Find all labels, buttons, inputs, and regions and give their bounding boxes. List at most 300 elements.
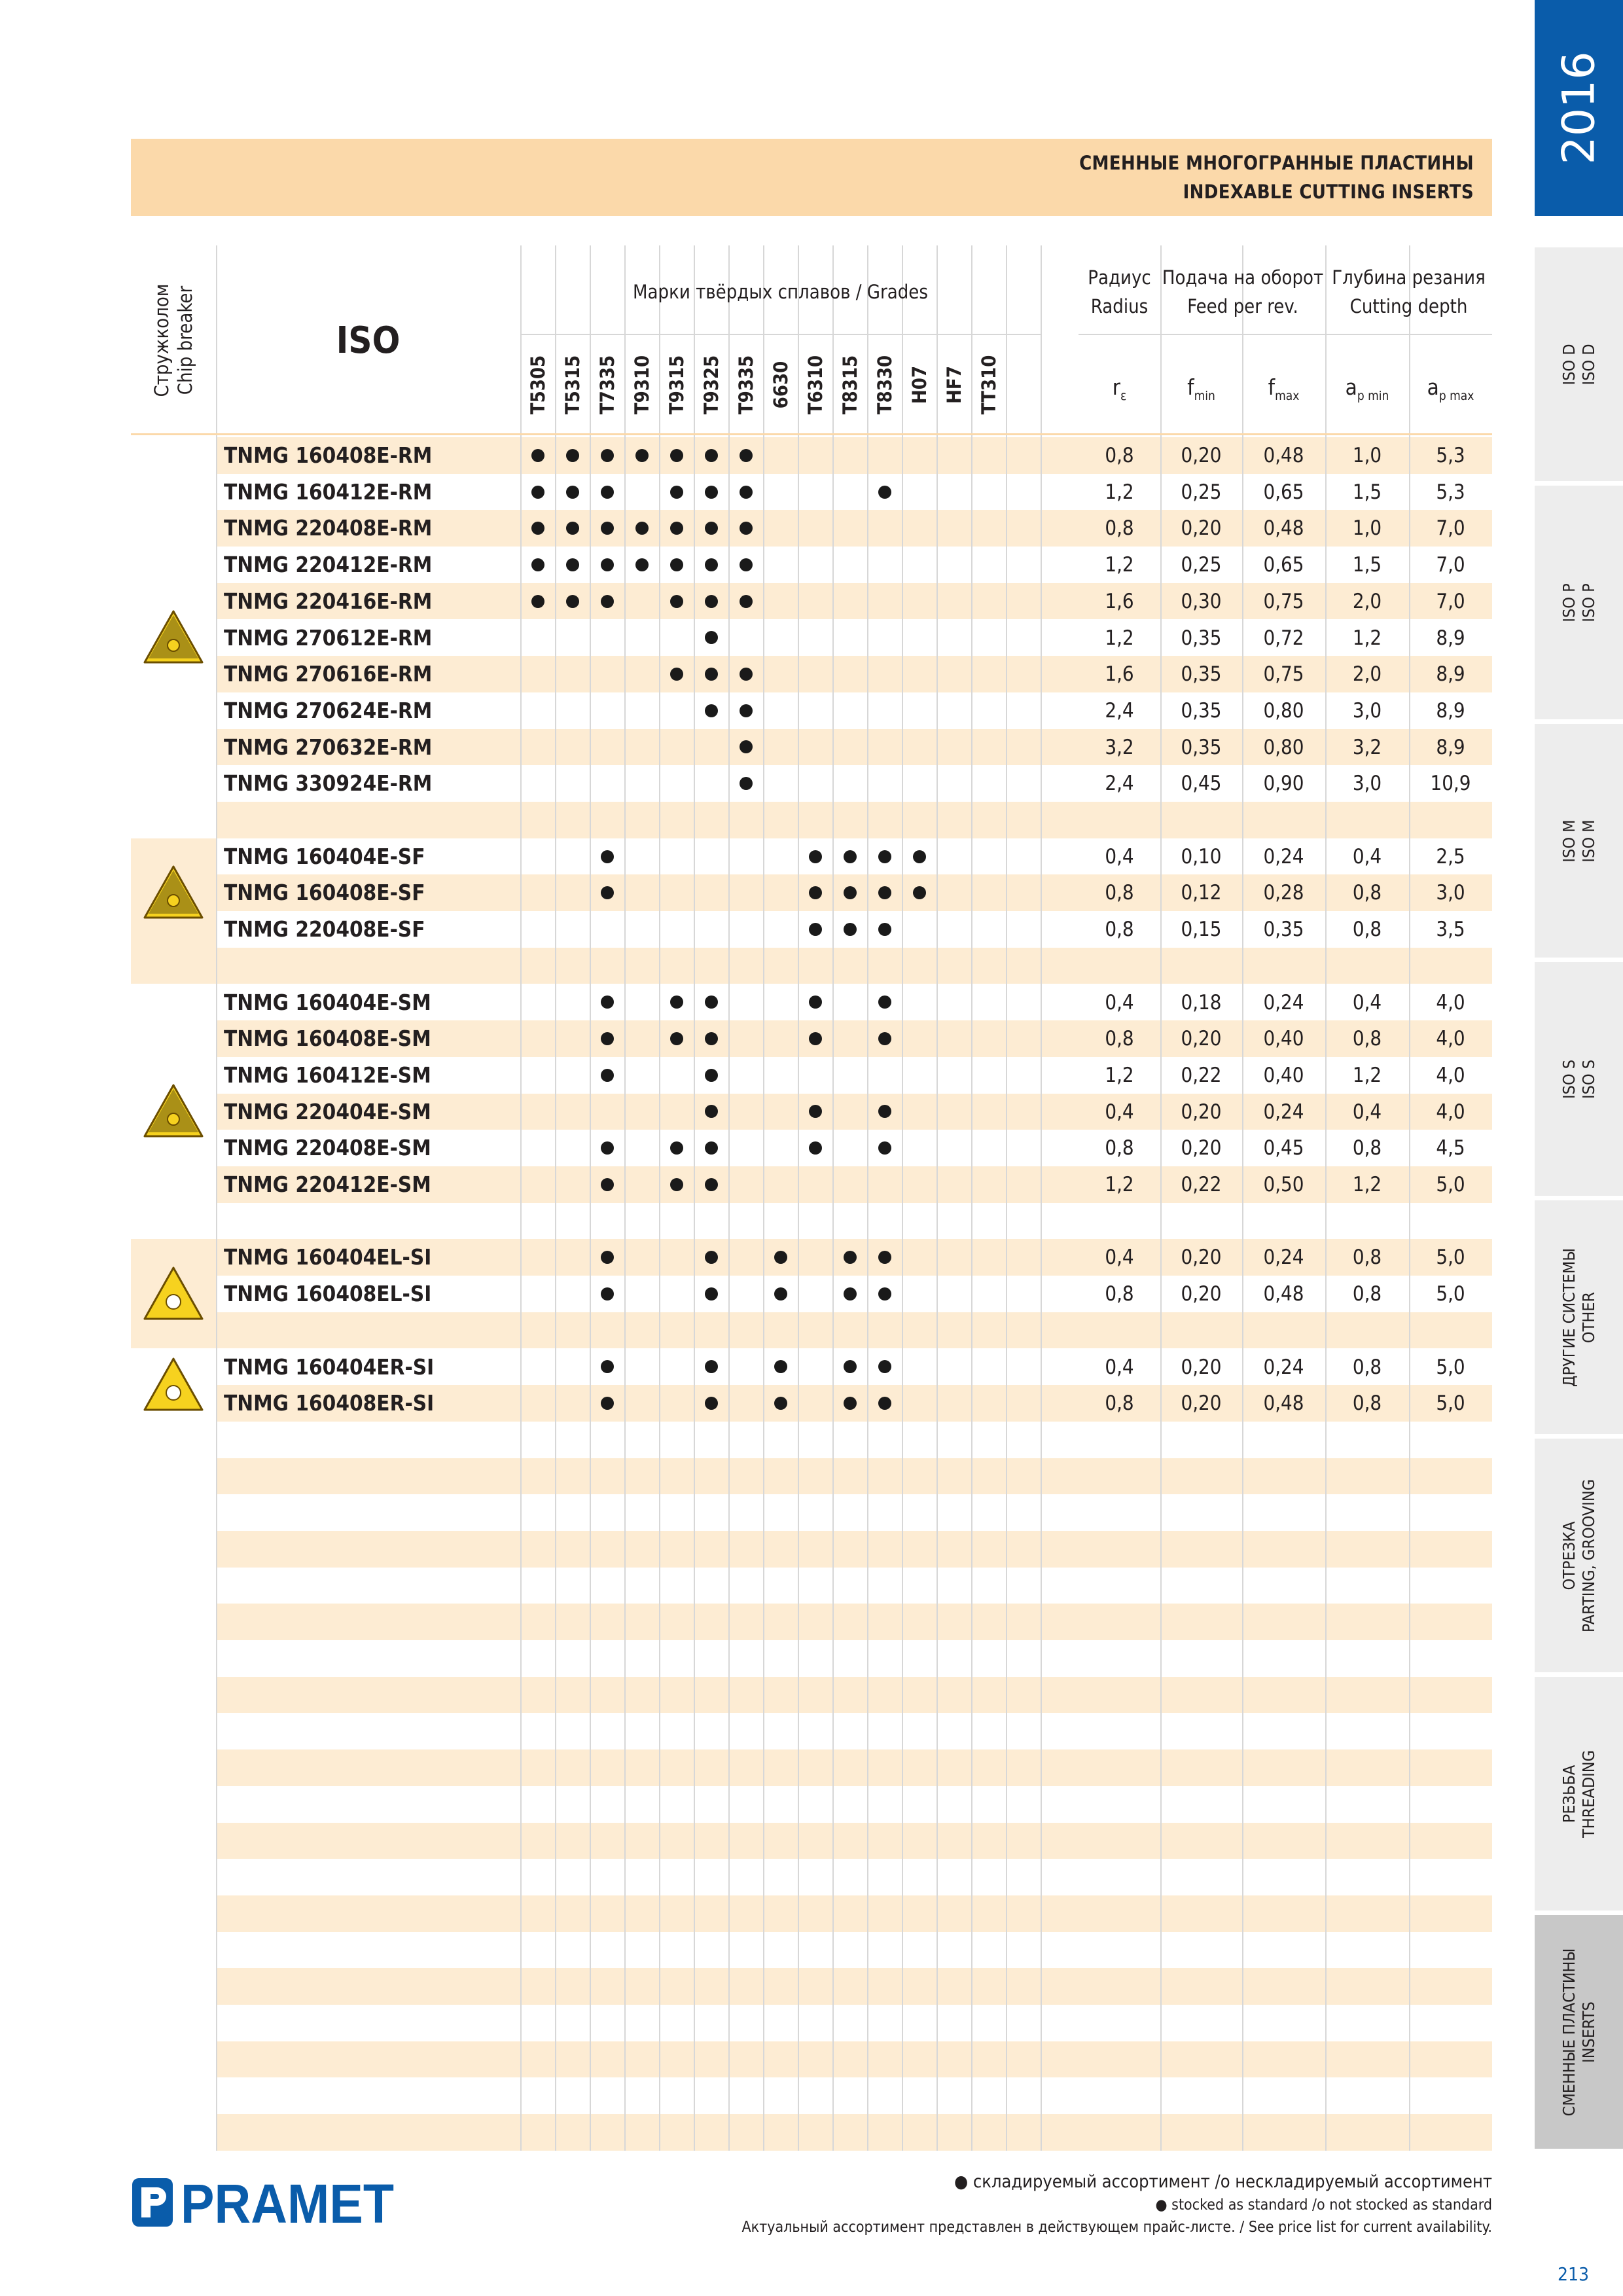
apmax-value: 7,0 [1436, 589, 1465, 613]
svg-text:PRAMET: PRAMET [181, 2173, 394, 2233]
stocked-dot [566, 449, 579, 462]
stocked-dot [531, 558, 544, 571]
footer-stock-legend-ru: ● складируемый ассортимент /о нескладируемый ассортимент [954, 2172, 1492, 2192]
insert-designation: TNMG 160404EL-SI [224, 1244, 432, 1270]
fmax-value: 0,24 [1263, 990, 1304, 1014]
stocked-dot [705, 1069, 718, 1082]
fmin-value: 0,20 [1181, 1136, 1222, 1160]
stocked-dot [740, 522, 753, 535]
side-tab-label-line1: ISO M [1559, 819, 1578, 863]
insert-designation: TNMG 270616E-RM [224, 661, 433, 687]
re-value: 0,4 [1105, 990, 1134, 1014]
fmin-value: 0,20 [1181, 1391, 1222, 1416]
side-tab-label-line2: INSERTS [1578, 2001, 1598, 2063]
tnmg-el-si-insert-icon [142, 1265, 205, 1323]
fmax-symbol-header [1242, 374, 1325, 403]
stocked-dot [705, 1105, 718, 1118]
re-value: 0,8 [1105, 444, 1134, 467]
stocked-dot [705, 704, 718, 717]
side-tab-5[interactable] [1535, 1439, 1623, 1672]
apmin-value: 3,2 [1352, 735, 1382, 759]
fmin-value: 0,20 [1181, 1246, 1222, 1270]
fmax-value: 0,24 [1263, 1246, 1304, 1270]
stocked-dot [740, 777, 753, 790]
apmin-value: 0,8 [1352, 1136, 1382, 1160]
fmin-value: 0,25 [1181, 480, 1222, 504]
apmax-value: 5,0 [1436, 1246, 1465, 1270]
stocked-dot [809, 996, 822, 1009]
fmin-value: 0,20 [1181, 1100, 1222, 1124]
header-bottom-rule [131, 433, 1492, 435]
grade-header-t7335: T7335 [596, 355, 618, 415]
side-tab-3[interactable] [1535, 962, 1623, 1196]
apmin-symbol-header [1325, 374, 1409, 403]
year-label: 2016 [1553, 51, 1605, 165]
stocked-dot [705, 1141, 718, 1155]
stocked-dot [878, 1397, 891, 1410]
side-tab-label-line2: ISO D [1578, 343, 1598, 386]
insert-designation: TNMG 220404E-SM [224, 1098, 431, 1124]
fmax-value: 0,35 [1263, 918, 1304, 942]
stocked-dot [844, 1251, 857, 1264]
stocked-dot [601, 1251, 614, 1264]
stocked-dot [531, 595, 544, 608]
fmax-value: 0,48 [1263, 516, 1304, 541]
side-tab-label [1560, 1059, 1599, 1098]
tnmg-rm-insert-icon [142, 609, 205, 666]
apmin-value: 1,2 [1352, 1173, 1382, 1196]
insert-designation: TNMG 220408E-SF [224, 916, 425, 942]
fmin-symbol-main: f [1187, 374, 1194, 400]
fmax-value: 0,48 [1263, 1391, 1304, 1416]
apmax-value: 8,9 [1436, 662, 1465, 687]
apmax-value: 4,0 [1436, 1027, 1465, 1051]
stocked-dot [670, 522, 683, 535]
re-value: 1,6 [1105, 662, 1134, 687]
grade-header-tt310: TT310 [977, 355, 1000, 415]
stocked-dot [705, 486, 718, 499]
grade-header-t6310: T6310 [804, 355, 827, 415]
fmin-value: 0,20 [1181, 1355, 1222, 1379]
stocked-dot [566, 486, 579, 499]
stocked-dot [670, 449, 683, 462]
apmax-value: 10,9 [1430, 772, 1471, 796]
insert-designation: TNMG 270624E-RM [224, 697, 433, 723]
fmax-value: 0,72 [1263, 626, 1304, 650]
stocked-dot [740, 486, 753, 499]
stocked-dot [809, 923, 822, 936]
apmin-value: 0,4 [1352, 1100, 1382, 1124]
table-row [216, 1312, 1492, 1349]
stocked-dot [774, 1360, 787, 1373]
apmin-symbol-main: a [1345, 374, 1357, 400]
stocked-dot [705, 449, 718, 462]
fmin-value: 0,22 [1181, 1063, 1222, 1087]
stocked-dot [844, 886, 857, 899]
apmin-value: 0,4 [1352, 844, 1382, 869]
fmin-value: 0,35 [1181, 626, 1222, 650]
stocked-dot [531, 486, 544, 499]
stocked-dot [844, 1360, 857, 1373]
apmin-value: 0,8 [1352, 881, 1382, 905]
fmax-value: 0,65 [1263, 553, 1304, 577]
apmax-value: 5,0 [1436, 1391, 1465, 1416]
fmin-value: 0,18 [1181, 990, 1222, 1014]
apmin-value: 0,8 [1352, 918, 1382, 942]
grade-header-t9335: T9335 [734, 355, 757, 415]
table-row-shading [216, 1604, 1492, 1640]
stocked-dot [809, 850, 822, 863]
fmin-value: 0,15 [1181, 918, 1222, 942]
grade-header-t5315: T5315 [561, 355, 584, 415]
table-row-shading [216, 2114, 1492, 2151]
re-symbol-header [1079, 374, 1160, 403]
stocked-dot [878, 996, 891, 1009]
insert-designation: TNMG 330924E-RM [224, 770, 433, 797]
apmax-value: 5,0 [1436, 1355, 1465, 1379]
side-tab-label-line1: ДРУГИЕ СИСТЕМЫ [1559, 1247, 1578, 1387]
tnmg-er-si-insert-icon [142, 1356, 205, 1414]
apmax-symbol-header [1409, 374, 1492, 403]
stocked-dot [705, 1287, 718, 1300]
side-tab-label [1560, 819, 1599, 862]
apmin-value: 2,0 [1352, 662, 1382, 687]
re-value: 0,8 [1105, 516, 1134, 541]
re-value: 0,8 [1105, 1027, 1134, 1051]
re-value: 0,8 [1105, 881, 1134, 905]
side-tab-label-line2: ISO M [1578, 819, 1598, 863]
grade-header-t9315: T9315 [665, 355, 688, 415]
insert-designation: TNMG 270612E-RM [224, 624, 433, 651]
table-row-shading [216, 1458, 1492, 1495]
apmin-value: 1,0 [1352, 516, 1382, 541]
grades-header: Марки твёрдых сплавов / Grades [633, 281, 928, 303]
side-tab-label-line1: ISO D [1559, 343, 1578, 386]
fmin-symbol-sub: min [1194, 389, 1215, 403]
stocked-dot [670, 595, 683, 608]
side-tab-label [1560, 1247, 1599, 1386]
insert-designation: TNMG 160408ER-SI [224, 1390, 435, 1416]
apmax-value: 8,9 [1436, 735, 1465, 759]
footer-availability-note: Актуальный ассортимент представлен в действующем прайс-листе. / See price list for current availability. [741, 2219, 1492, 2236]
side-tab-6[interactable] [1535, 1677, 1623, 1910]
stocked-dot [670, 1032, 683, 1045]
re-value: 1,2 [1105, 1063, 1134, 1087]
pramet-logo-icon [131, 2173, 399, 2233]
stocked-dot [705, 1360, 718, 1373]
insert-designation: TNMG 160408EL-SI [224, 1281, 432, 1307]
stocked-dot [844, 850, 857, 863]
apmax-value: 7,0 [1436, 553, 1465, 577]
stocked-dot [601, 1032, 614, 1045]
fmax-value: 0,48 [1263, 444, 1304, 467]
banner-title-en: INDEXABLE CUTTING INSERTS [1183, 181, 1474, 203]
apmax-value: 5,0 [1436, 1282, 1465, 1306]
side-tab-2[interactable] [1535, 724, 1623, 958]
stocked-dot [566, 558, 579, 571]
side-tab-1[interactable] [1535, 486, 1623, 719]
re-value: 0,4 [1105, 844, 1134, 869]
fmin-symbol-header [1160, 374, 1242, 403]
stocked-dot [566, 522, 579, 535]
stocked-dot [740, 704, 753, 717]
apmax-symbol-sub: p max [1438, 389, 1474, 403]
fmax-value: 0,24 [1263, 844, 1304, 869]
stocked-dot [705, 1178, 718, 1191]
stocked-dot [740, 595, 753, 608]
stocked-dot [740, 740, 753, 753]
side-tab-label [1560, 1948, 1599, 2116]
stocked-dot [601, 486, 614, 499]
fmax-value: 0,28 [1263, 881, 1304, 905]
apmax-value: 7,0 [1436, 516, 1465, 541]
insert-designation: TNMG 270632E-RM [224, 734, 433, 760]
fmax-symbol-sub: max [1275, 389, 1300, 403]
table-row-shading [216, 1677, 1492, 1713]
header-divider [1079, 334, 1492, 335]
table-row [216, 802, 1492, 838]
insert-designation: TNMG 220408E-SM [224, 1135, 431, 1161]
depth-header-ru: Глубина резания [1332, 266, 1486, 289]
radius-header-en: Radius [1090, 295, 1149, 317]
stocked-dot [705, 1251, 718, 1264]
table-row [216, 1203, 1492, 1240]
stocked-dot [913, 850, 926, 863]
stocked-dot [740, 668, 753, 681]
re-value: 2,4 [1105, 772, 1134, 796]
side-tab-label-line2: ISO P [1578, 583, 1598, 622]
fmin-value: 0,20 [1181, 1282, 1222, 1306]
side-tab-label-line2: THREADING [1578, 1749, 1598, 1838]
stocked-dot [531, 522, 544, 535]
stocked-dot [878, 886, 891, 899]
chip-breaker-label-ru: Стружколом [151, 283, 173, 397]
re-value: 2,4 [1105, 698, 1134, 723]
stocked-dot [601, 522, 614, 535]
stocked-dot [670, 1141, 683, 1155]
tnmg-sf-insert-icon [142, 864, 205, 922]
side-tab-label-line2: ISO S [1578, 1059, 1598, 1099]
stocked-dot [878, 1141, 891, 1155]
apmax-value: 4,0 [1436, 990, 1465, 1014]
stocked-dot [635, 558, 649, 571]
insert-designation: TNMG 160412E-RM [224, 478, 433, 505]
apmin-value: 1,2 [1352, 626, 1382, 650]
fmin-value: 0,30 [1181, 589, 1222, 613]
stocked-dot [566, 595, 579, 608]
stocked-dot [878, 1360, 891, 1373]
fmax-value: 0,50 [1263, 1173, 1304, 1196]
re-value: 0,4 [1105, 1355, 1134, 1379]
table-row-shading [216, 1823, 1492, 1859]
fmax-value: 0,24 [1263, 1100, 1304, 1124]
apmin-value: 0,8 [1352, 1355, 1382, 1379]
fmax-value: 0,75 [1263, 662, 1304, 687]
stocked-dot [878, 486, 891, 499]
side-tab-label [1560, 344, 1599, 385]
table-row-shading [216, 1531, 1492, 1568]
apmin-value: 1,5 [1352, 553, 1382, 577]
insert-designation: TNMG 160408E-SF [224, 880, 425, 906]
side-tab-label-line2: OTHER [1578, 1291, 1598, 1343]
banner-title-ru: СМЕННЫЕ МНОГОГРАННЫЕ ПЛАСТИНЫ [1079, 152, 1474, 174]
grade-header-t5305: T5305 [526, 355, 549, 415]
grade-header-6630: 6630 [769, 361, 792, 409]
stocked-dot [809, 1141, 822, 1155]
stocked-dot [601, 1397, 614, 1410]
apmax-value: 5,3 [1436, 480, 1465, 504]
stocked-dot [774, 1287, 787, 1300]
feed-header-en: Feed per rev. [1187, 295, 1298, 317]
re-symbol-sub: ε [1120, 389, 1127, 403]
iso-header: ISO [336, 319, 401, 362]
fmax-value: 0,75 [1263, 589, 1304, 613]
stocked-dot [601, 1360, 614, 1373]
fmax-value: 0,48 [1263, 1282, 1304, 1306]
stocked-dot [635, 522, 649, 535]
insert-designation: TNMG 220412E-RM [224, 552, 433, 578]
side-tab-label [1560, 1479, 1599, 1632]
re-value: 0,4 [1105, 1100, 1134, 1124]
side-tab-label-line1: ISO P [1559, 583, 1578, 622]
re-value: 0,4 [1105, 1246, 1134, 1270]
page-number: 213 [1558, 2263, 1590, 2285]
side-tab-label-line2: PARTING, GROOVING [1578, 1479, 1598, 1632]
apmin-value: 0,8 [1352, 1027, 1382, 1051]
stocked-dot [705, 1032, 718, 1045]
side-tab-7[interactable] [1535, 1915, 1623, 2149]
grade-header-hf7: HF7 [942, 366, 965, 404]
apmax-value: 5,0 [1436, 1173, 1465, 1196]
fmin-value: 0,35 [1181, 662, 1222, 687]
side-tab-label [1560, 583, 1599, 622]
table-row-shading [216, 2041, 1492, 2078]
stocked-dot [878, 923, 891, 936]
side-tab-label [1560, 1749, 1599, 1837]
stocked-dot [601, 595, 614, 608]
fmin-value: 0,20 [1181, 444, 1222, 467]
year-tab [1535, 0, 1623, 216]
apmax-value: 3,0 [1436, 881, 1465, 905]
fmax-value: 0,90 [1263, 772, 1304, 796]
stocked-dot [705, 558, 718, 571]
stocked-dot [809, 1105, 822, 1118]
table-row-shading [216, 1749, 1492, 1786]
insert-designation: TNMG 160404E-SM [224, 989, 431, 1015]
stocked-dot [705, 631, 718, 644]
stocked-dot [878, 1251, 891, 1264]
re-value: 0,8 [1105, 1391, 1134, 1416]
fmin-value: 0,20 [1181, 516, 1222, 541]
insert-designation: TNMG 160404ER-SI [224, 1354, 435, 1380]
side-tab-label-line1: ОТРЕЗКА [1559, 1521, 1578, 1590]
stocked-dot [705, 996, 718, 1009]
apmin-value: 0,4 [1352, 990, 1382, 1014]
insert-designation: TNMG 160404E-SF [224, 843, 425, 869]
stocked-dot [844, 1397, 857, 1410]
apmin-value: 1,0 [1352, 444, 1382, 467]
table-row-shading [216, 1968, 1492, 2005]
stocked-dot [670, 668, 683, 681]
apmax-value: 5,3 [1436, 444, 1465, 467]
stocked-dot [601, 886, 614, 899]
fmin-value: 0,25 [1181, 553, 1222, 577]
apmin-value: 0,8 [1352, 1282, 1382, 1306]
stocked-dot [913, 886, 926, 899]
stocked-dot [670, 996, 683, 1009]
tnmg-sm-insert-icon [142, 1083, 205, 1140]
stocked-dot [844, 1287, 857, 1300]
grade-header-t9325: T9325 [700, 355, 722, 415]
apmax-symbol-main: a [1427, 374, 1439, 400]
stocked-dot [809, 886, 822, 899]
re-value: 1,6 [1105, 589, 1134, 613]
header-divider [520, 334, 1041, 335]
stocked-dot [705, 595, 718, 608]
re-value: 1,2 [1105, 626, 1134, 650]
pramet-logo [131, 2173, 399, 2233]
stocked-dot [878, 1287, 891, 1300]
grade-header-t9310: T9310 [630, 355, 653, 415]
apmin-value: 1,5 [1352, 480, 1382, 504]
apmax-value: 4,0 [1436, 1100, 1465, 1124]
side-tab-label-line1: СМЕННЫЕ ПЛАСТИНЫ [1559, 1948, 1578, 2116]
fmax-value: 0,80 [1263, 698, 1304, 723]
apmax-value: 8,9 [1436, 698, 1465, 723]
re-value: 3,2 [1105, 735, 1134, 759]
apmin-value: 2,0 [1352, 589, 1382, 613]
table-row [216, 948, 1492, 984]
grade-header-h07: H07 [908, 365, 931, 404]
stocked-dot [740, 558, 753, 571]
feed-header-ru: Подача на оборот [1162, 266, 1324, 289]
apmax-value: 2,5 [1436, 844, 1465, 869]
stocked-dot [705, 1397, 718, 1410]
stocked-dot [670, 486, 683, 499]
fmin-value: 0,12 [1181, 881, 1222, 905]
stocked-dot [878, 850, 891, 863]
insert-designation: TNMG 160412E-SM [224, 1062, 431, 1088]
re-value: 1,2 [1105, 1173, 1134, 1196]
fmin-value: 0,22 [1181, 1173, 1222, 1196]
apmax-value: 4,0 [1436, 1063, 1465, 1087]
stocked-dot [774, 1397, 787, 1410]
fmax-value: 0,45 [1263, 1136, 1304, 1160]
re-value: 0,8 [1105, 1282, 1134, 1306]
apmax-value: 8,9 [1436, 626, 1465, 650]
fmax-symbol-main: f [1268, 374, 1275, 400]
insert-designation: TNMG 220416E-RM [224, 588, 433, 614]
fmax-value: 0,80 [1263, 735, 1304, 759]
side-tab-0[interactable] [1535, 247, 1623, 481]
fmax-value: 0,40 [1263, 1027, 1304, 1051]
depth-header-en: Cutting depth [1349, 295, 1468, 317]
insert-designation: TNMG 220408E-RM [224, 515, 433, 541]
fmin-value: 0,35 [1181, 735, 1222, 759]
stocked-dot [601, 850, 614, 863]
stocked-dot [601, 558, 614, 571]
side-tab-label-line1: ISO S [1559, 1059, 1578, 1099]
stocked-dot [601, 1069, 614, 1082]
stocked-dot [601, 1287, 614, 1300]
re-value: 0,8 [1105, 918, 1134, 942]
apmin-symbol-sub: p min [1357, 389, 1389, 403]
fmax-value: 0,65 [1263, 480, 1304, 504]
side-tab-4[interactable] [1535, 1200, 1623, 1434]
side-tab-label-line1: РЕЗЬБА [1559, 1765, 1578, 1823]
re-value: 0,8 [1105, 1136, 1134, 1160]
stocked-dot [878, 1032, 891, 1045]
